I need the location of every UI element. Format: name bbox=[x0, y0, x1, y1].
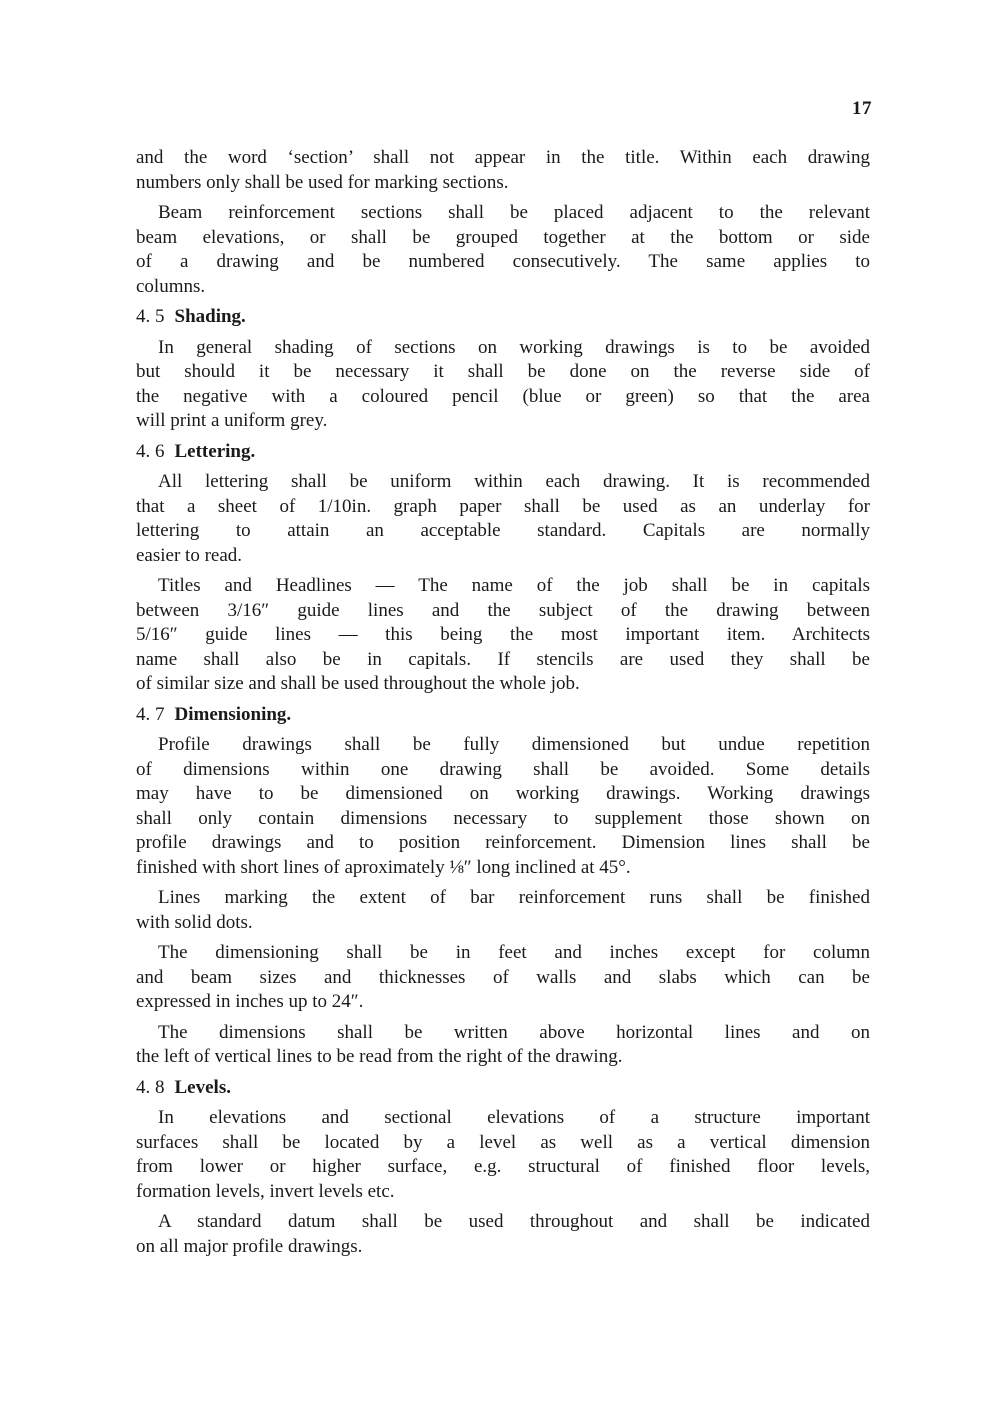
section-heading bbox=[136, 305, 870, 330]
text-line: In elevations and sectional elevations of a structure important bbox=[158, 1107, 870, 1128]
text-line: Profile drawings shall be fully dimensioned but undue repetition bbox=[158, 734, 870, 755]
section-number: 4. 7 bbox=[136, 703, 165, 725]
text-line: In general shading of sections on working drawings is to be avoided bbox=[158, 336, 870, 358]
text-line: may have to be dimensioned on working drawings. Working drawings bbox=[136, 783, 870, 804]
text-line: finished with short lines of aproximately ⅛″ long inclined at 45°. bbox=[136, 856, 631, 878]
section-dimensioning bbox=[136, 703, 870, 1070]
text-line: formation levels, invert levels etc. bbox=[136, 1180, 395, 1202]
section-title: Shading. bbox=[174, 306, 246, 327]
text-line: lettering to attain an acceptable standard. Capitals are normally bbox=[136, 520, 870, 541]
body-text bbox=[136, 146, 870, 1265]
text-line: Lines marking the extent of bar reinforcement runs shall be finished bbox=[158, 887, 870, 908]
text-line: the negative with a coloured pencil (blue or green) so that the area bbox=[136, 385, 870, 407]
section-shading bbox=[136, 305, 870, 434]
paragraph bbox=[136, 574, 870, 697]
text-line: surfaces shall be located by a level as well as a vertical dimension bbox=[136, 1131, 870, 1153]
text-line: 5/16″ guide lines — this being the most important item. Architects bbox=[136, 624, 870, 645]
text-line: The dimensions shall be written above horizontal lines and on bbox=[158, 1021, 870, 1043]
section-lettering bbox=[136, 440, 870, 697]
paragraph bbox=[136, 1210, 870, 1259]
text-line: will print a uniform grey. bbox=[136, 410, 328, 431]
text-line: from lower or higher surface, e.g. structural of finished floor levels, bbox=[136, 1156, 870, 1177]
text-line: numbers only shall be used for marking sections. bbox=[136, 171, 509, 193]
text-line: All lettering shall be uniform within each drawing. It is recommended bbox=[158, 471, 870, 492]
text-line: shall only contain dimensions necessary to supplement those shown on bbox=[136, 807, 870, 829]
section-number: 4. 8 bbox=[136, 1076, 165, 1098]
text-line: of a drawing and be numbered consecutively. The same applies to bbox=[136, 251, 870, 272]
section-number: 4. 5 bbox=[136, 306, 165, 327]
paragraph bbox=[136, 886, 870, 935]
paragraph bbox=[136, 1106, 870, 1204]
paragraph bbox=[136, 1021, 870, 1070]
section-heading bbox=[136, 1076, 870, 1101]
text-line: A standard datum shall be used throughout and shall be indicated bbox=[158, 1211, 870, 1232]
text-line: columns. bbox=[136, 275, 206, 297]
section-title: Levels. bbox=[174, 1076, 231, 1098]
text-line: and beam sizes and thicknesses of walls and slabs which can be bbox=[136, 966, 870, 988]
text-line: beam elevations, or shall be grouped together at the bottom or side bbox=[136, 226, 870, 248]
text-line: of similar size and shall be used throughout the whole job. bbox=[136, 673, 580, 694]
section-number: 4. 6 bbox=[136, 440, 165, 462]
section-title: Dimensioning. bbox=[174, 703, 292, 725]
section-heading bbox=[136, 440, 870, 465]
text-line: and the word ‘section’ shall not appear in the title. Within each drawing bbox=[136, 147, 870, 168]
text-line: name shall also be in capitals. If stencils are used they shall be bbox=[136, 648, 870, 670]
section-heading bbox=[136, 703, 870, 728]
paragraph bbox=[136, 470, 870, 568]
section-levels bbox=[136, 1076, 870, 1260]
page-number: 17 bbox=[852, 98, 872, 119]
text-line: that a sheet of 1/10in. graph paper shall be used as an underlay for bbox=[136, 495, 870, 517]
text-line: but should it be necessary it shall be done on the reverse side of bbox=[136, 361, 870, 382]
section-title: Lettering. bbox=[174, 440, 256, 462]
text-line: The dimensioning shall be in feet and inches except for column bbox=[158, 942, 870, 963]
text-line: on all major profile drawings. bbox=[136, 1235, 363, 1257]
text-line: of dimensions within one drawing shall be avoided. Some details bbox=[136, 758, 870, 780]
text-line: expressed in inches up to 24″. bbox=[136, 991, 364, 1012]
intro-paragraph bbox=[136, 146, 870, 195]
paragraph bbox=[136, 733, 870, 880]
text-line: Titles and Headlines — The name of the job shall be in capitals bbox=[158, 575, 870, 596]
text-line: easier to read. bbox=[136, 544, 243, 566]
text-line: with solid dots. bbox=[136, 911, 253, 933]
paragraph bbox=[136, 336, 870, 434]
intro-paragraph bbox=[136, 201, 870, 299]
text-line: between 3/16″ guide lines and the subject of the drawing between bbox=[136, 599, 870, 621]
paragraph bbox=[136, 941, 870, 1015]
text-line: Beam reinforcement sections shall be placed adjacent to the relevant bbox=[158, 202, 870, 223]
text-line: profile drawings and to position reinforcement. Dimension lines shall be bbox=[136, 832, 870, 853]
text-line: the left of vertical lines to be read from the right of the drawing. bbox=[136, 1046, 623, 1067]
